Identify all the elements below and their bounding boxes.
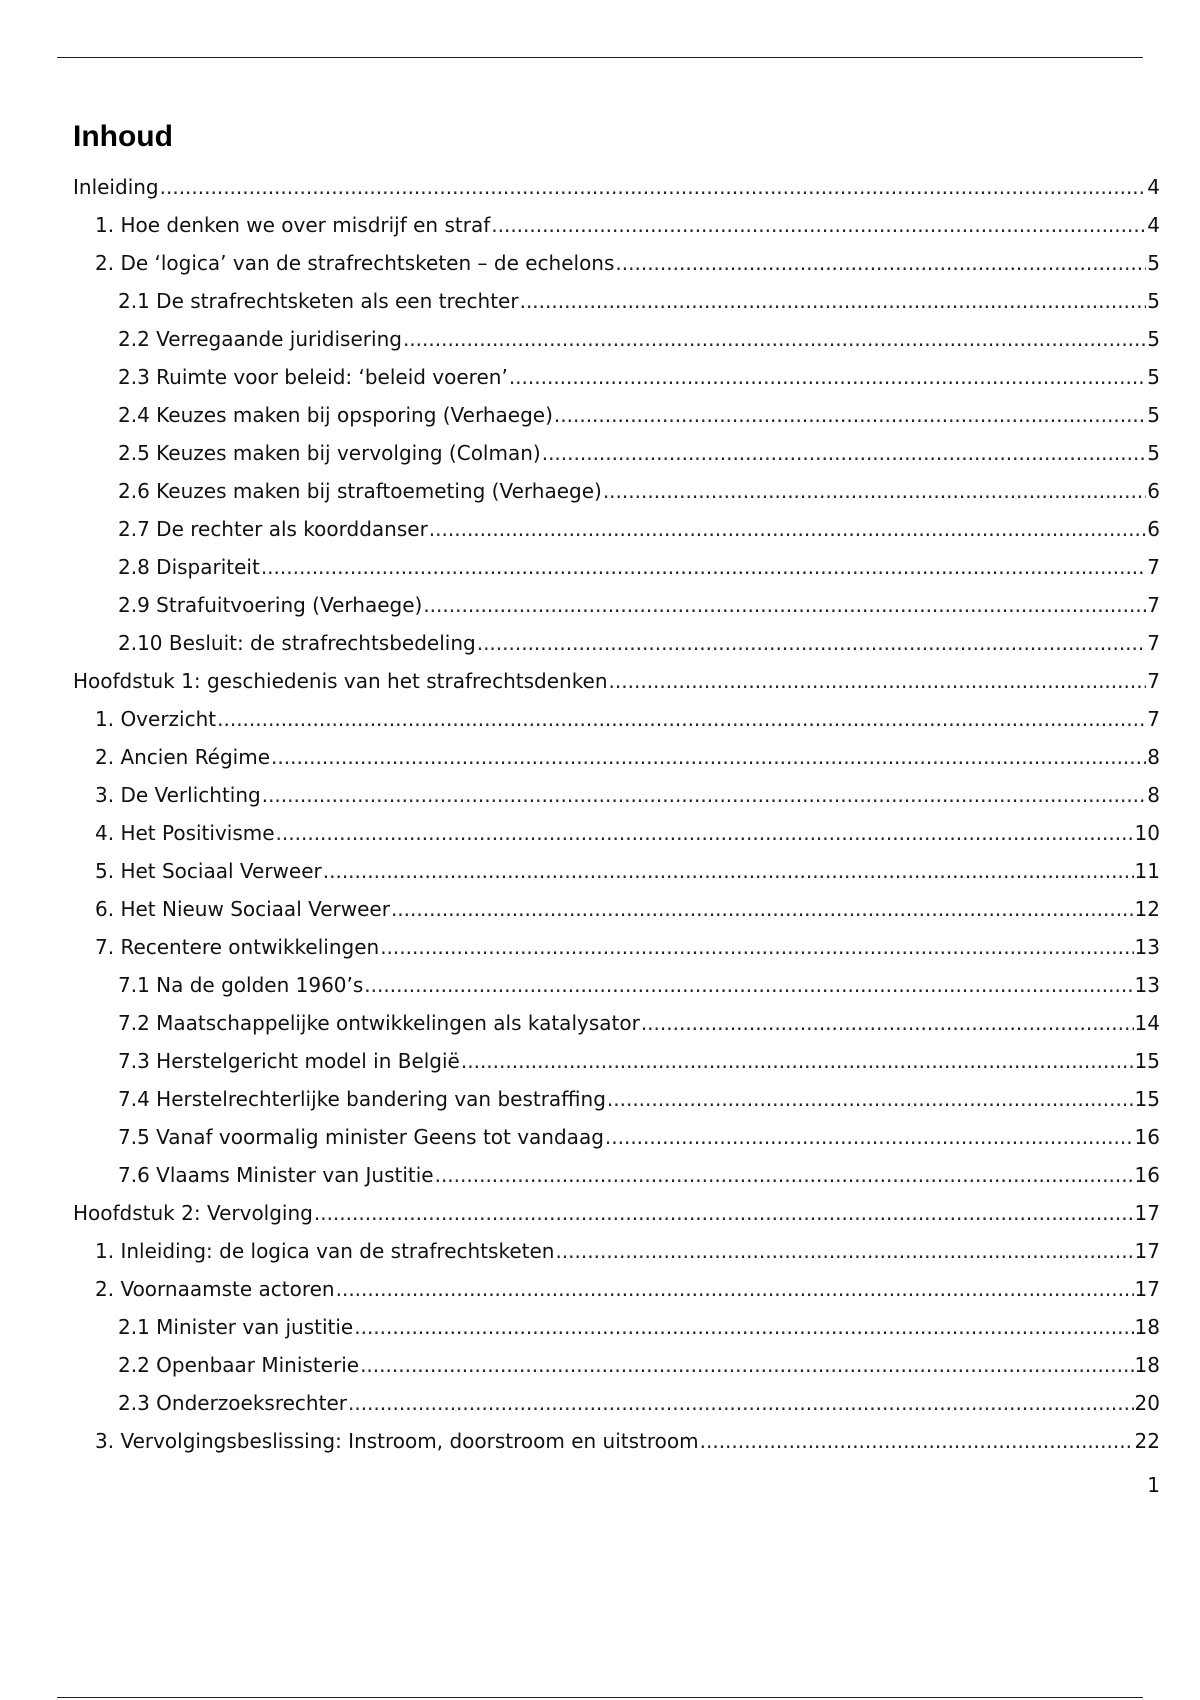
toc-dot-leader <box>360 1346 1133 1384</box>
toc-entry-title: Hoofdstuk 1: geschiedenis van het strafrechtsdenken <box>73 669 608 693</box>
toc-dot-leader <box>603 472 1146 510</box>
page-number: 1 <box>1147 1473 1160 1497</box>
toc-entry-title: 2.3 Onderzoeksrechter <box>118 1391 347 1415</box>
toc-dot-leader <box>314 1194 1134 1232</box>
toc-entry[interactable] <box>73 1384 1160 1422</box>
toc-entry[interactable] <box>73 244 1160 282</box>
toc-dot-leader <box>509 358 1146 396</box>
toc-entry-title: 3. De Verlichting <box>95 783 261 807</box>
toc-entry-page: 16 <box>1134 1125 1160 1149</box>
toc-dot-leader <box>261 548 1146 586</box>
toc-entry-title: 2.5 Keuzes maken bij vervolging (Colman) <box>118 441 541 465</box>
toc-entry[interactable] <box>73 1232 1160 1270</box>
toc-entry-title: 6. Het Nieuw Sociaal Verweer <box>95 897 390 921</box>
toc-dot-leader <box>276 814 1134 852</box>
toc-entry[interactable] <box>73 320 1160 358</box>
toc-entry-title: 2.2 Verregaande juridisering <box>118 327 402 351</box>
toc-entry-page: 4 <box>1147 175 1160 199</box>
toc-entry[interactable] <box>73 1118 1160 1156</box>
toc-dot-leader <box>423 586 1146 624</box>
toc-entry-page: 5 <box>1147 327 1160 351</box>
footer-rule <box>57 1697 1143 1698</box>
toc-entry-title: 2. De ‘logica’ van de strafrechtsketen – de echelons <box>95 251 615 275</box>
toc-dot-leader <box>403 320 1146 358</box>
toc-entry-page: 20 <box>1134 1391 1160 1415</box>
toc-entry[interactable] <box>73 624 1160 662</box>
toc-entry[interactable] <box>73 1346 1160 1384</box>
toc-entry[interactable] <box>73 1080 1160 1118</box>
toc-entry[interactable] <box>73 776 1160 814</box>
toc-dot-leader <box>461 1042 1134 1080</box>
toc-entry-page: 18 <box>1134 1315 1160 1339</box>
toc-dot-leader <box>364 966 1133 1004</box>
toc-entry[interactable] <box>73 662 1160 700</box>
toc-dot-leader <box>217 700 1146 738</box>
toc-entry-title: 2.4 Keuzes maken bij opsporing (Verhaege) <box>118 403 553 427</box>
toc-entry-title: 2.9 Strafuitvoering (Verhaege) <box>118 593 423 617</box>
toc-entry[interactable] <box>73 472 1160 510</box>
toc-entry-page: 5 <box>1147 365 1160 389</box>
toc-entry-page: 14 <box>1134 1011 1160 1035</box>
toc-entry-title: 3. Vervolgingsbeslissing: Instroom, doorstroom en uitstroom <box>95 1429 699 1453</box>
table-of-contents <box>73 168 1160 1460</box>
toc-entry-page: 15 <box>1134 1049 1160 1073</box>
toc-entry-title: 2.10 Besluit: de strafrechtsbedeling <box>118 631 476 655</box>
toc-entry[interactable] <box>73 1156 1160 1194</box>
toc-entry[interactable] <box>73 1004 1160 1042</box>
toc-entry[interactable] <box>73 1042 1160 1080</box>
toc-dot-leader <box>554 396 1146 434</box>
toc-entry[interactable] <box>73 738 1160 776</box>
toc-entry-page: 10 <box>1134 821 1160 845</box>
toc-entry-page: 11 <box>1134 859 1160 883</box>
toc-entry-page: 5 <box>1147 441 1160 465</box>
toc-entry[interactable] <box>73 396 1160 434</box>
toc-entry-page: 15 <box>1134 1087 1160 1111</box>
toc-entry-page: 16 <box>1134 1163 1160 1187</box>
toc-dot-leader <box>520 282 1147 320</box>
toc-entry[interactable] <box>73 814 1160 852</box>
toc-entry-title: 2.2 Openbaar Ministerie <box>118 1353 360 1377</box>
toc-entry[interactable] <box>73 434 1160 472</box>
toc-entry[interactable] <box>73 206 1160 244</box>
toc-entry-title: 5. Het Sociaal Verweer <box>95 859 322 883</box>
toc-entry-title: 4. Het Positivisme <box>95 821 275 845</box>
toc-entry-page: 17 <box>1134 1239 1160 1263</box>
toc-entry-title: 7.4 Herstelrechterlijke bandering van bestraffing <box>118 1087 606 1111</box>
toc-entry[interactable] <box>73 928 1160 966</box>
toc-entry-page: 13 <box>1134 973 1160 997</box>
toc-dot-leader <box>429 510 1146 548</box>
toc-entry[interactable] <box>73 586 1160 624</box>
toc-dot-leader <box>323 852 1134 890</box>
toc-entry[interactable] <box>73 890 1160 928</box>
toc-entry-page: 17 <box>1134 1201 1160 1225</box>
toc-entry-title: 1. Hoe denken we over misdrijf en straf <box>95 213 491 237</box>
toc-entry-page: 6 <box>1147 479 1160 503</box>
toc-dot-leader <box>491 206 1146 244</box>
toc-entry-page: 4 <box>1147 213 1160 237</box>
toc-entry-title: 2.7 De rechter als koorddanser <box>118 517 428 541</box>
toc-entry-page: 5 <box>1147 251 1160 275</box>
toc-entry-page: 8 <box>1147 745 1160 769</box>
toc-entry-page: 7 <box>1147 593 1160 617</box>
toc-entry-title: 7.5 Vanaf voormalig minister Geens tot vandaag <box>118 1125 604 1149</box>
toc-entry-title: 2.3 Ruimte voor beleid: ‘beleid voeren’ <box>118 365 508 389</box>
toc-dot-leader <box>700 1422 1134 1460</box>
toc-entry-page: 17 <box>1134 1277 1160 1301</box>
toc-entry-page: 7 <box>1147 631 1160 655</box>
toc-entry[interactable] <box>73 168 1160 206</box>
toc-dot-leader <box>542 434 1147 472</box>
toc-entry[interactable] <box>73 510 1160 548</box>
toc-entry-title: 2.8 Dispariteit <box>118 555 260 579</box>
toc-entry-title: 7.3 Herstelgericht model in België <box>118 1049 460 1073</box>
toc-entry[interactable] <box>73 358 1160 396</box>
header-rule <box>57 57 1143 58</box>
toc-entry-title: 7.1 Na de golden 1960’s <box>118 973 364 997</box>
toc-entry-title: 2.6 Keuzes maken bij straftoemeting (Verhaege) <box>118 479 602 503</box>
toc-dot-leader <box>607 1080 1134 1118</box>
toc-entry-page: 12 <box>1134 897 1160 921</box>
toc-entry[interactable] <box>73 852 1160 890</box>
toc-dot-leader <box>380 928 1133 966</box>
toc-dot-leader <box>336 1270 1134 1308</box>
toc-entry[interactable] <box>73 1270 1160 1308</box>
toc-entry[interactable] <box>73 282 1160 320</box>
toc-entry-title: 2.1 De strafrechtsketen als een trechter <box>118 289 519 313</box>
page-title: Inhoud <box>73 120 173 153</box>
toc-entry-page: 13 <box>1134 935 1160 959</box>
toc-entry-page: 8 <box>1147 783 1160 807</box>
toc-dot-leader <box>262 776 1147 814</box>
toc-entry-title: 7.2 Maatschappelijke ontwikkelingen als katalysator <box>118 1011 640 1035</box>
toc-dot-leader <box>354 1308 1133 1346</box>
toc-entry-page: 6 <box>1147 517 1160 541</box>
toc-entry-title: 1. Overzicht <box>95 707 217 731</box>
toc-dot-leader <box>271 738 1146 776</box>
toc-entry-title: 2. Ancien Régime <box>95 745 271 769</box>
toc-entry-page: 7 <box>1147 707 1160 731</box>
toc-entry[interactable] <box>73 1194 1160 1232</box>
toc-entry-title: 2.1 Minister van justitie <box>118 1315 354 1339</box>
toc-entry-title: 7. Recentere ontwikkelingen <box>95 935 380 959</box>
toc-entry[interactable] <box>73 1422 1160 1460</box>
toc-dot-leader <box>160 168 1147 206</box>
toc-entry-page: 18 <box>1134 1353 1160 1377</box>
toc-dot-leader <box>555 1232 1133 1270</box>
toc-entry-title: 7.6 Vlaams Minister van Justitie <box>118 1163 434 1187</box>
toc-dot-leader <box>477 624 1147 662</box>
toc-entry[interactable] <box>73 548 1160 586</box>
toc-entry-page: 7 <box>1147 669 1160 693</box>
toc-entry[interactable] <box>73 966 1160 1004</box>
toc-entry-page: 5 <box>1147 403 1160 427</box>
toc-entry-page: 5 <box>1147 289 1160 313</box>
toc-entry-page: 7 <box>1147 555 1160 579</box>
toc-dot-leader <box>615 244 1146 282</box>
toc-dot-leader <box>348 1384 1134 1422</box>
toc-dot-leader <box>605 1118 1134 1156</box>
toc-entry[interactable] <box>73 700 1160 738</box>
toc-entry-title: 1. Inleiding: de logica van de strafrechtsketen <box>95 1239 555 1263</box>
toc-dot-leader <box>609 662 1147 700</box>
toc-dot-leader <box>641 1004 1134 1042</box>
toc-entry-title: Inleiding <box>73 175 159 199</box>
toc-entry[interactable] <box>73 1308 1160 1346</box>
toc-entry-title: 2. Voornaamste actoren <box>95 1277 335 1301</box>
toc-dot-leader <box>391 890 1134 928</box>
toc-entry-title: Hoofdstuk 2: Vervolging <box>73 1201 313 1225</box>
toc-entry-page: 22 <box>1134 1429 1160 1453</box>
toc-dot-leader <box>435 1156 1134 1194</box>
